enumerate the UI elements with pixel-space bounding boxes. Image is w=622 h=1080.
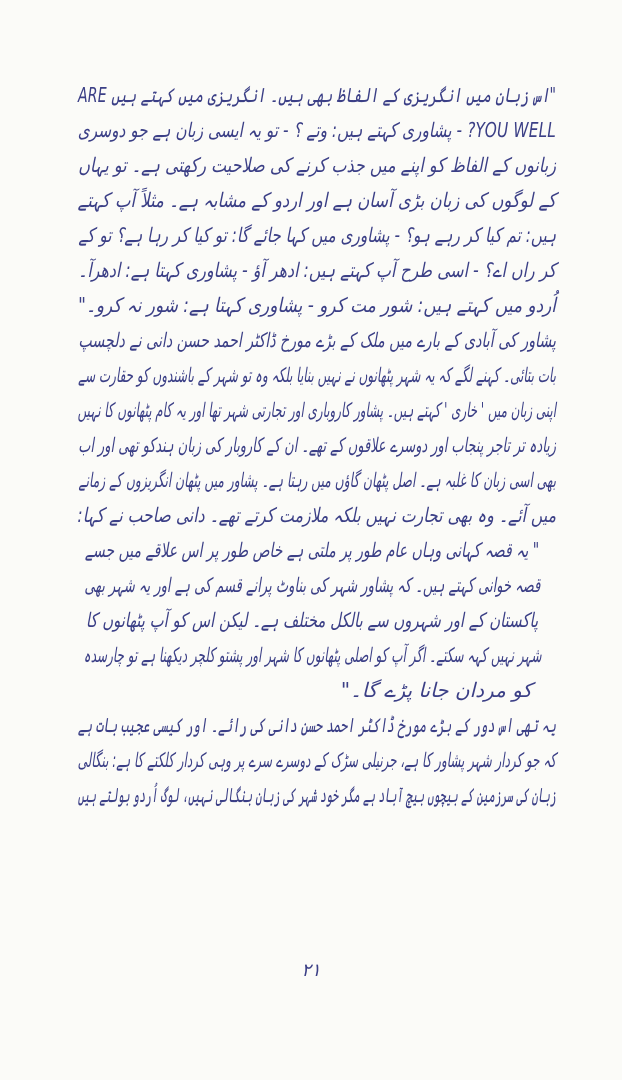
text-line-13: میں آئے۔ وہ بھی تجارت نہیں بلکہ ملازمت کرتے تھے۔ دانی صاحب نے کہا:	[77, 503, 557, 527]
text-line-11: زیادہ تر تاجر پنجاب اور دوسرے علاقوں کے تھے۔ ان کے کاروبار کی زبان ہندکو تھی اور اب	[78, 433, 557, 457]
text-line-2: YOU WELL? - پشاوری کہتے ہیں: وتے ؟ - تو یہ ایسی زبان ہے جو دوسری	[77, 118, 556, 142]
text-line-9: بات بتائی۔ کہنے لگے کہ یہ شہر پٹھانوں نے نہیں بنایا بلکہ وہ تو شہر کے باشندوں کو حقارت سے	[78, 363, 557, 387]
text-line-14: یہ تھی اس دور کے بڑے مورخ ڈاکٹر احمد حسن دانی کی رائے۔ اور کیسی عجیب بات ہے	[77, 713, 556, 737]
text-line-1: "اس زبان میں انگریزی کے الفاظ بھی ہیں۔ انگریزی میں کہتے ہیں ARE	[77, 83, 556, 107]
page-number: ۲۱	[301, 960, 321, 981]
text-line-12: بھی اسی زبان کا غلبہ ہے۔ اصل پٹھان گاؤں میں رہتا ہے۔ پشاور میں پٹھان انگریزوں کے زمانے	[78, 468, 556, 492]
quote-line-3: پاکستان کے اور شہروں سے بالکل مختلف ہے۔ لیکن اس کو آپ پٹھانوں کا	[85, 608, 539, 632]
quote-line-1: " یہ قصہ کہانی وہاں عام طور پر ملتی ہے خاص طور پر اس علاقے میں جسے	[84, 538, 540, 562]
text-line-10: اپنی زبان میں ' خاری ' کہتے ہیں۔ پشاور کاروباری اور تجارتی شہر تھا اور یہ کام پٹھانوں کا نہیں	[77, 398, 556, 422]
quote-line-5: کو مردان جانا پڑے گا۔"	[340, 678, 532, 702]
text-line-7: اُردو میں کہتے ہیں: شور مت کرو - پشاوری کہتا ہے: شور نہ کرو۔"	[78, 293, 557, 317]
text-line-5: ہیں: تم کیا کر رہے ہو؟ - پشاوری میں کہا جائے گا: تو کیا کر رہا ہے؟ تو کے	[78, 223, 556, 247]
text-line-3: زبانوں کے الفاظ کو اپنے میں جذب کرنے کی صلاحیت رکھتی ہے۔ تو یہاں	[78, 153, 556, 177]
text-line-6: کر راں اے؟ - اسی طرح آپ کہتے ہیں: ادھر آؤ - پشاوری کہتا ہے: ادھرآ۔	[78, 258, 556, 282]
text-body	[78, 78, 556, 813]
quote-line-2: قصہ خوانی کہتے ہیں۔ کہ پشاور شہر کی بناوٹ پرانے قسم کی ہے اور یہ شہر بھی	[84, 573, 541, 597]
text-line-4: کے لوگوں کی زبان بڑی آسان ہے اور اردو کے مشابہ ہے۔ مثلاً آپ کہتے	[77, 188, 557, 212]
text-line-15: کہ جو کردار شہر پشاور کا ہے، جرنیلی سڑک کے دوسرے سرے پر وہی کردار کلکتے کا ہے: بنگالی	[77, 748, 557, 772]
text-line-16: زبان کی سرزمین کے بیچوں بیچ آباد ہے مگر خود شہر کی زبان بنگالی نہیں، لوگ اُردو بولتے ہیں	[77, 783, 556, 807]
quote-line-4: شہر نہیں کہہ سکتے۔ اگر آپ کو اصلی پٹھانوں کا شہر اور پشتو کلچر دیکھنا ہے تو چارسدہ	[83, 643, 542, 667]
text-line-8: پشاور کی آبادی کے بارے میں ملک کے بڑے مورخ ڈاکٹر احمد حسن دانی نے دلچسپ	[78, 328, 556, 352]
